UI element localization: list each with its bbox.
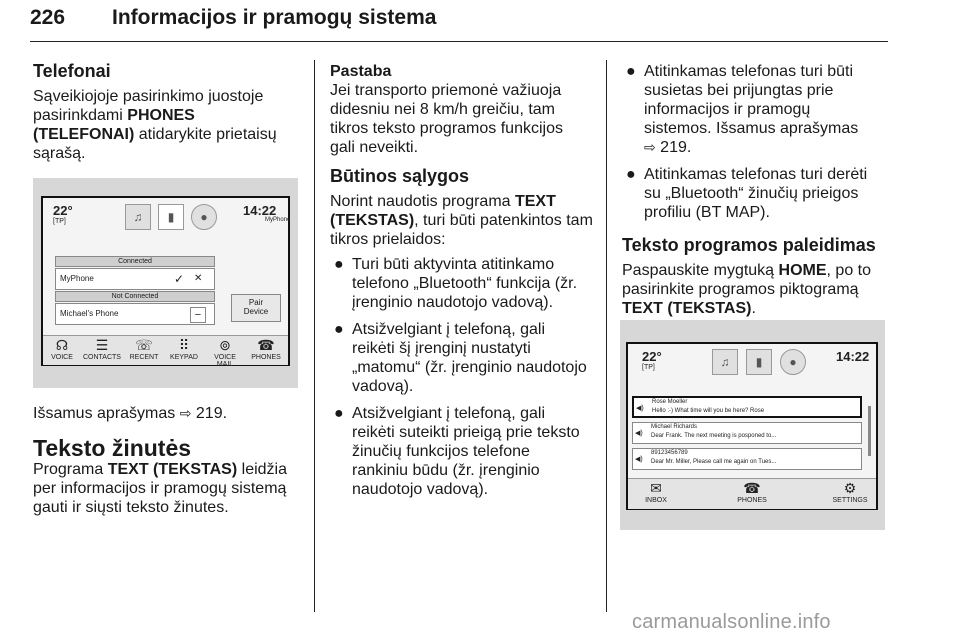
nav-label: KEYPAD (170, 354, 198, 361)
text: tikros prielaidos: (330, 231, 446, 248)
text: susietas bei prijungtas prie (644, 82, 834, 99)
nav-label: CONTACTS (83, 354, 121, 361)
text: vadovą). (352, 378, 414, 395)
phones-screenshot (33, 178, 298, 388)
note-title: Pastaba (330, 63, 392, 80)
clock: 14:22 (243, 203, 277, 218)
text: Atitinkamas telefonas turi būti (644, 63, 853, 80)
page-title: Informacijos ir pramogų sistema (112, 6, 437, 29)
section-heading-launch: Teksto programos paleidimas (622, 235, 876, 255)
message-row[interactable] (632, 448, 862, 470)
column-divider-2 (606, 60, 607, 612)
nav-contacts[interactable] (83, 336, 121, 361)
text: rankiniu būdu (žr. įrenginio (352, 462, 540, 479)
nav-inbox[interactable] (636, 479, 676, 504)
paragraph-phones (33, 87, 303, 163)
text: reikėti suteikti prieigą prie teksto (352, 424, 580, 441)
message-preview: Hello :-) What time will you be here? Rose (652, 408, 765, 414)
text: Atsižvelgiant į telefoną, gali (352, 321, 545, 338)
text: gauti ir siųsti teksto žinutes. (33, 499, 229, 516)
device-name: MyPhone (265, 217, 291, 223)
note-block (330, 62, 600, 157)
temperature: 22° (642, 349, 662, 364)
info-icon: ● (191, 204, 217, 230)
keypad-icon: ⠿ (178, 337, 190, 353)
text: . (751, 300, 756, 317)
text: didesniu nei 8 km/h greičiu, tam (330, 101, 555, 118)
text: informacijos ir pramogų (644, 101, 811, 118)
contacts-icon: ☰ (95, 337, 109, 353)
keyword-text: TEXT (514, 193, 556, 210)
info-icon: ● (780, 349, 806, 375)
text: telefono „Bluetooth“ funkcija (žr. (352, 275, 578, 292)
nav-label: INBOX (645, 497, 667, 504)
device-label: MyPhone (60, 274, 94, 283)
text: Turi būti aktyvinta atitinkamo (352, 256, 555, 273)
nav-label: SETTINGS (832, 497, 868, 504)
speaker-icon: ◀) (635, 456, 643, 463)
text: per informacijos ir pramogų sistemą (33, 480, 287, 497)
text: , po to (826, 262, 872, 279)
phones-icon: ☎ (257, 337, 275, 353)
nav-phones[interactable] (732, 479, 772, 504)
text: tikros teksto programos funkcijos (330, 120, 563, 137)
phone-icon: ▮ (158, 204, 184, 230)
reference-line (33, 404, 303, 423)
message-preview: Dear Mr. Miller, Please call me again on Tues... (651, 459, 777, 465)
page-ref-arrow-icon: ⇨ (644, 139, 656, 155)
phones-icon: ☎ (743, 480, 761, 496)
header-rule (30, 41, 888, 42)
text: gali neveikti. (330, 139, 419, 156)
text: Atitinkamas telefonas turi derėti (644, 166, 868, 183)
page-ref: 219. (191, 405, 228, 422)
paragraph-conditions (330, 192, 600, 249)
pair-label: Pair (248, 298, 264, 307)
nav-recent[interactable] (127, 336, 161, 361)
text: Paspauskite mygtuką (622, 262, 779, 279)
bullet-icon: ● (334, 405, 344, 422)
connected-header: Connected (55, 256, 215, 267)
device-label: Michael's Phone (60, 309, 119, 318)
page-number: 226 (30, 6, 66, 29)
text: „matomu“ (žr. įrenginio naudotojo (352, 359, 587, 376)
device-label: Device (243, 307, 269, 316)
device-row-michael[interactable] (55, 303, 215, 325)
column-3 (622, 62, 892, 318)
minus-icon[interactable]: − (190, 307, 206, 323)
music-icon: ♫ (125, 204, 151, 230)
text: įrenginio naudotojo vadovą). (352, 294, 554, 311)
keyword-tekstas: (TEKSTAS) (330, 212, 415, 229)
text: Atsižvelgiant į telefoną, gali (352, 405, 545, 422)
text: Sąveikiojoje pasirinkimo juostoje (33, 88, 264, 105)
paragraph-launch (622, 261, 892, 318)
text: reikėti šį įrenginį nustatyti (352, 340, 531, 357)
text: sąrašą. (33, 145, 86, 162)
speaker-icon: ◀) (636, 405, 644, 412)
page-ref: 219. (655, 139, 692, 156)
sender-name: Rose Moeller (652, 399, 688, 405)
clock: 14:22 (836, 349, 870, 364)
list-item (330, 255, 600, 312)
sender-name: 89123456789 (651, 450, 688, 456)
nav-label: VOICE MAIL (214, 354, 236, 368)
settings-icon: ⚙ (843, 480, 857, 496)
text: leidžia (237, 461, 287, 478)
text: naudotojo vadovą). (352, 481, 489, 498)
text-nav-bar (628, 478, 876, 509)
nav-phones[interactable] (249, 336, 283, 361)
bullet-icon: ● (626, 166, 636, 183)
section-heading-teksto-zinutes: Teksto žinutės (33, 435, 192, 461)
text: atidarykite prietaisų (134, 126, 277, 143)
text-app-screenshot (620, 320, 885, 530)
check-icon: ✓ (174, 272, 185, 286)
bullet-icon: ● (626, 63, 636, 80)
bullet-icon: ● (334, 321, 344, 338)
voicemail-icon: ⊚ (219, 337, 231, 353)
section-heading-conditions: Būtinos sąlygos (330, 166, 470, 186)
nav-label: PHONES (251, 354, 281, 361)
nav-voicemail[interactable] (205, 336, 245, 368)
bullet-icon: ● (334, 256, 344, 273)
text-app-screen (626, 342, 878, 510)
list-item (622, 165, 892, 222)
column-1-lower (33, 404, 303, 517)
nav-label: RECENT (129, 354, 159, 361)
temperature: 22° (53, 203, 73, 218)
nav-settings[interactable] (828, 479, 872, 504)
text: pasirinkite programos piktogramą (622, 281, 859, 298)
phone-nav-bar (43, 335, 288, 368)
text: Išsamus aprašymas (33, 405, 180, 422)
text: Programa (33, 461, 108, 478)
list-item (330, 320, 600, 396)
text: profiliu (BT MAP). (644, 204, 770, 221)
page-ref-arrow-icon: ⇨ (179, 405, 192, 421)
footer-watermark: carmanualsonline.info (632, 611, 831, 633)
music-icon: ♫ (712, 349, 738, 375)
speaker-icon: ◀) (635, 430, 643, 437)
column-divider-1 (314, 60, 315, 612)
text: sistemos. Išsamus aprašymas (644, 120, 859, 137)
keyword-phones: PHONES (127, 107, 195, 124)
nav-voice[interactable] (47, 336, 77, 361)
column-1 (33, 62, 303, 163)
list-item (622, 62, 892, 157)
pair-device-button[interactable] (231, 294, 281, 322)
message-row[interactable] (632, 396, 862, 418)
envelope-icon: ✉ (650, 480, 662, 496)
text: Jei transporto priemonė važiuoja (330, 82, 562, 99)
tp-label: [TP] (642, 364, 655, 371)
phones-screen (41, 196, 290, 366)
nav-label: VOICE (51, 354, 73, 361)
nav-label: PHONES (737, 497, 767, 504)
text: pasirinkdami (33, 107, 128, 124)
section-heading-telefonai: Telefonai (33, 61, 111, 81)
device-row-myphone[interactable] (55, 268, 215, 290)
tp-label: [TP] (53, 218, 66, 225)
voice-icon: ☊ (55, 337, 69, 353)
nav-keypad[interactable] (167, 336, 201, 361)
keyword-home: HOME (778, 262, 827, 279)
message-row[interactable] (632, 422, 862, 444)
scrollbar[interactable] (868, 406, 871, 456)
page-header (30, 6, 890, 46)
recent-icon: ☏ (135, 337, 153, 353)
column-2 (330, 62, 600, 499)
keyword-text: TEXT (TEKSTAS) (107, 461, 238, 478)
keyword-text: TEXT (TEKSTAS) (622, 300, 752, 317)
close-icon[interactable]: ✕ (194, 273, 203, 284)
text: Norint naudotis programa (330, 193, 515, 210)
phone-icon: ▮ (746, 349, 772, 375)
message-preview: Dear Frank. The next meeting is posponed to... (651, 433, 777, 439)
text: su „Bluetooth“ žinučių prieigos (644, 185, 859, 202)
text: , turi būti patenkintos tam (414, 212, 593, 229)
list-item (330, 404, 600, 499)
sender-name: Michael Richards (651, 424, 698, 430)
not-connected-header: Not Connected (55, 291, 215, 302)
keyword-telefonai: (TELEFONAI) (33, 126, 135, 143)
text: žinučių funkcijos telefone (352, 443, 530, 460)
paragraph-text-app (33, 460, 303, 517)
